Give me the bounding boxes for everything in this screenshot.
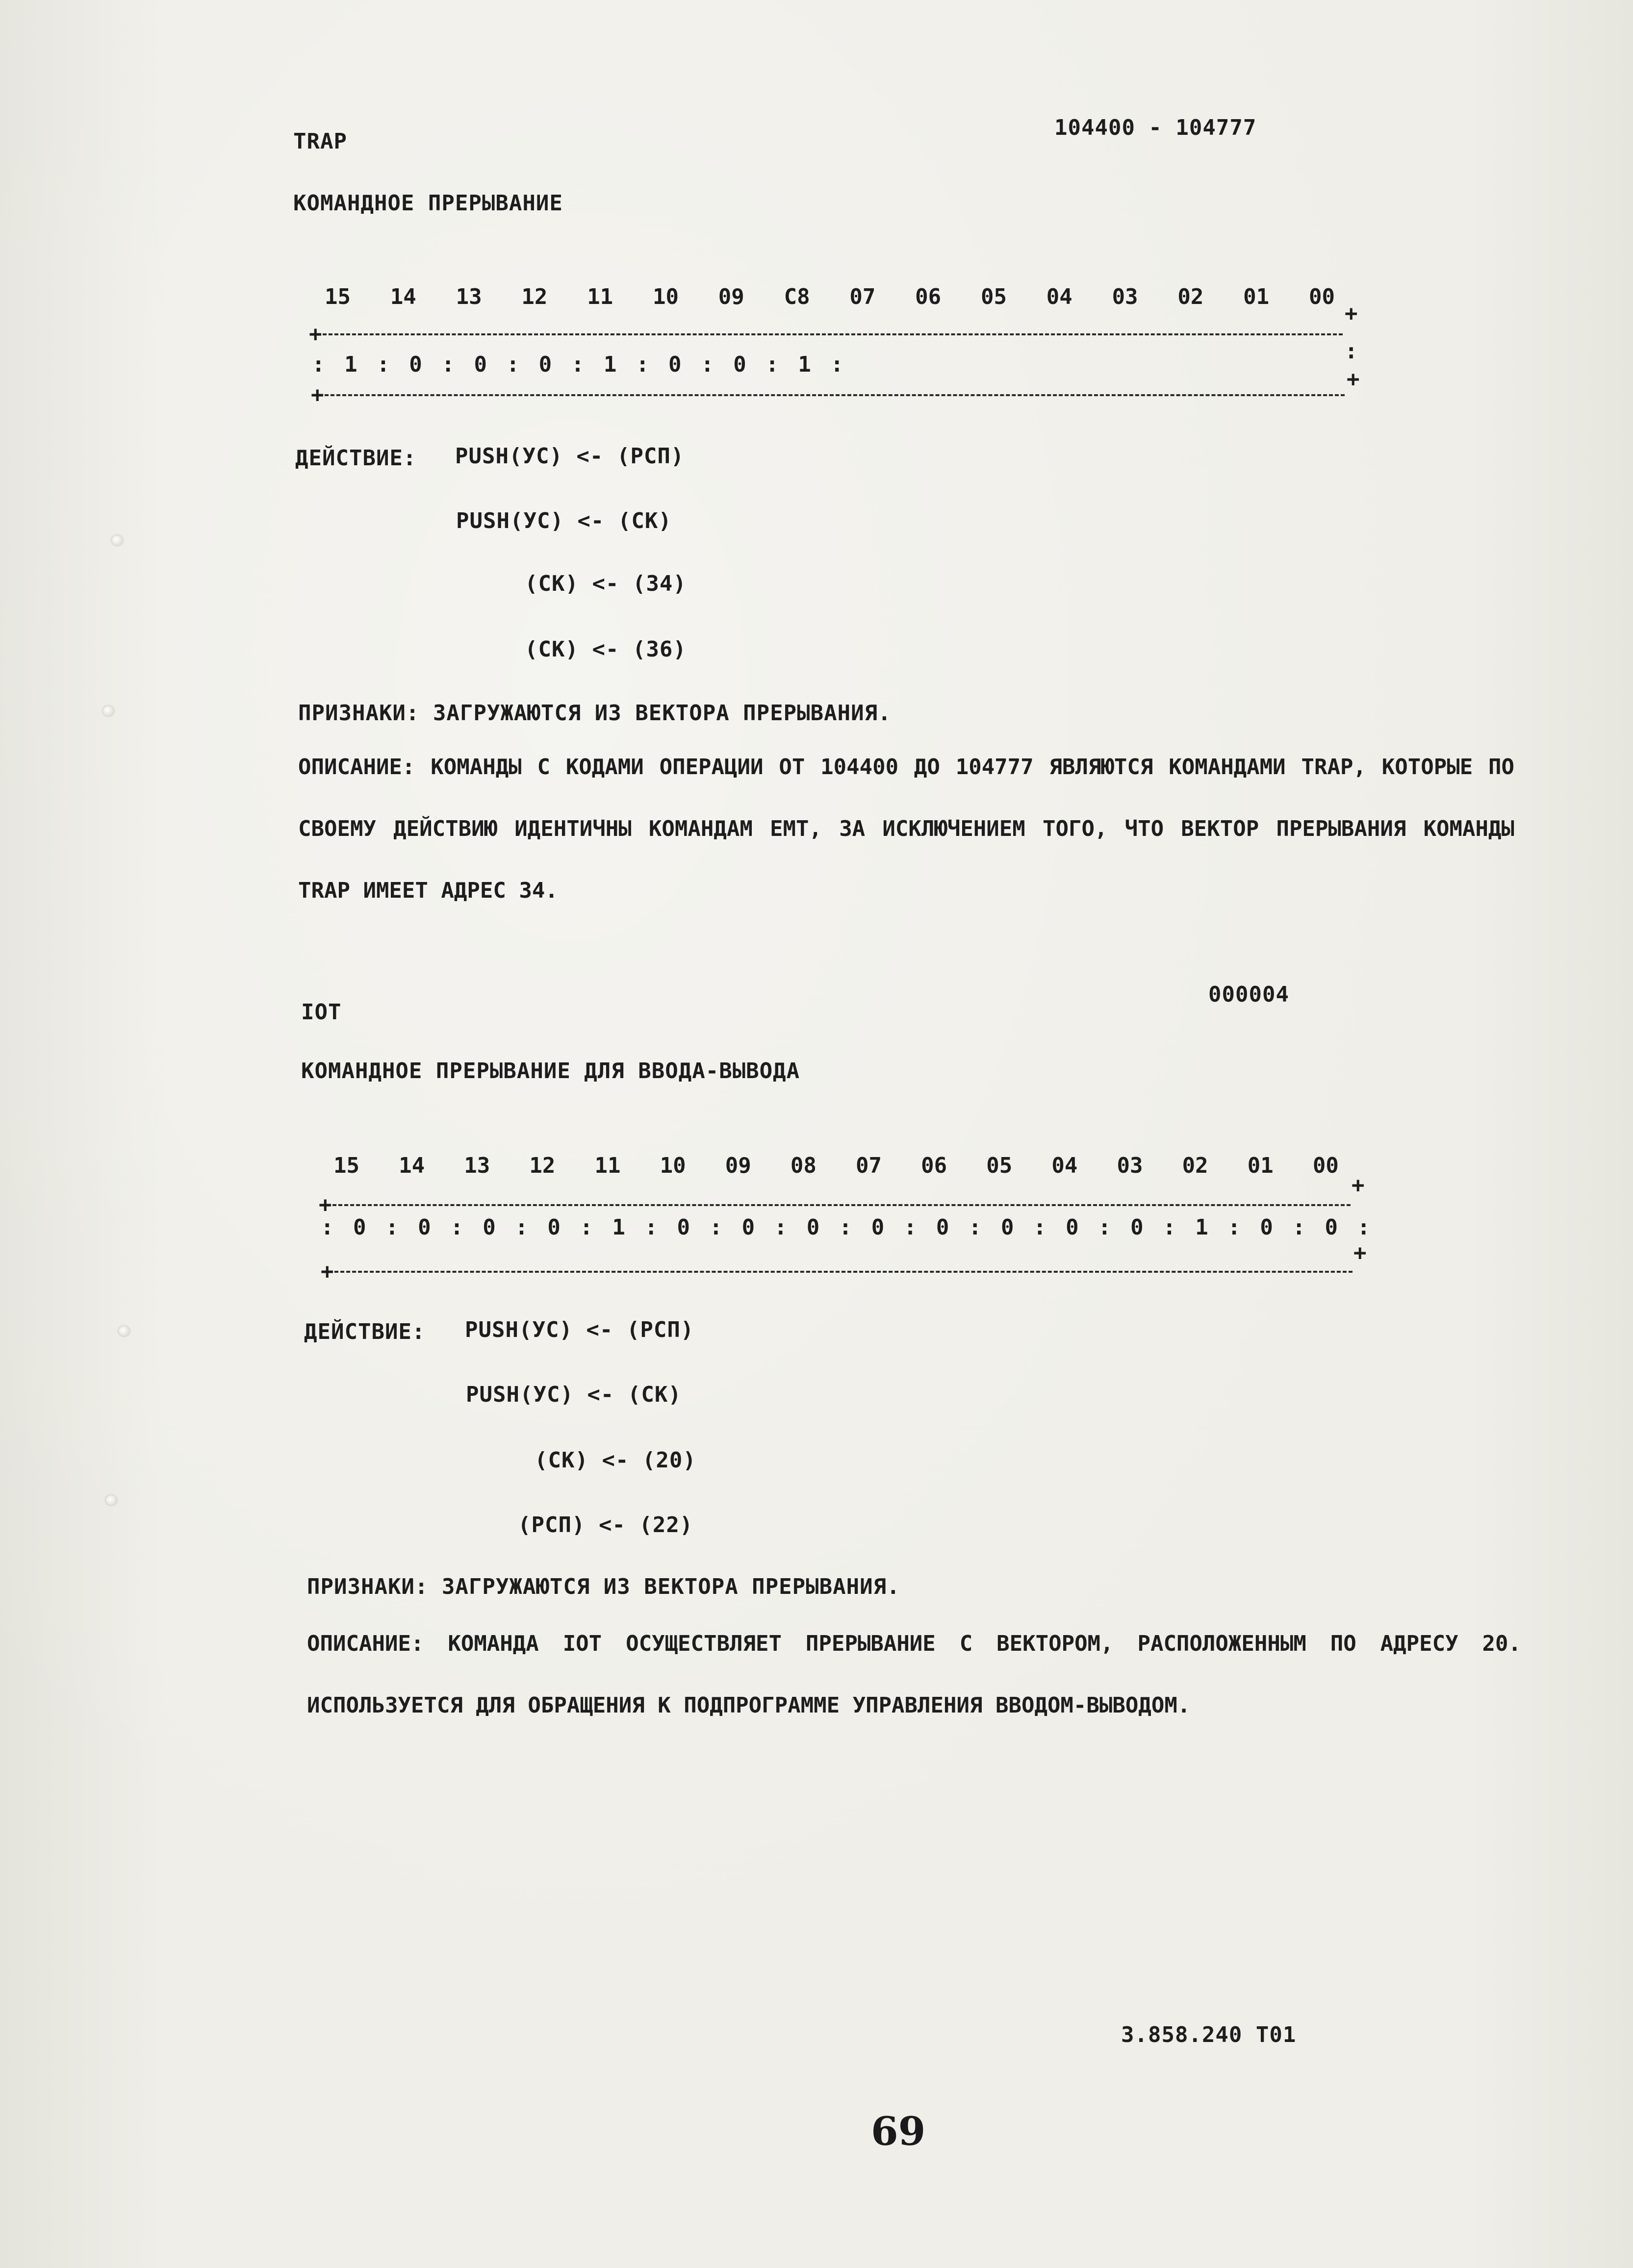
cell-separator: : bbox=[1292, 1215, 1305, 1240]
cell-separator: : bbox=[450, 1215, 463, 1240]
iot-flags: ПРИЗНАКИ: ЗАГРУЖАЮТСЯ ИЗ ВЕКТОРА ПРЕРЫВАНИЯ. bbox=[307, 1574, 900, 1599]
bit-number: 00 bbox=[1312, 1153, 1339, 1178]
trap-bit-values bbox=[312, 352, 843, 377]
bit-number: 11 bbox=[594, 1153, 621, 1178]
cell-separator: : bbox=[1227, 1215, 1241, 1240]
bit-number: 10 bbox=[660, 1153, 686, 1178]
trap-action-line: (СК) <- (34) bbox=[525, 571, 687, 596]
bit-value: 1 bbox=[603, 352, 617, 377]
iot-action-line: PUSH(УС) <- (РСП) bbox=[465, 1317, 694, 1342]
bit-number: 10 bbox=[652, 284, 679, 309]
table-corner: + bbox=[321, 1259, 334, 1284]
iot-action-line: (СК) <- (20) bbox=[535, 1448, 696, 1473]
trap-action-label: ДЕЙСТВИЕ: bbox=[295, 446, 417, 471]
trap-title: КОМАНДНОЕ ПРЕРЫВАНИЕ bbox=[293, 191, 563, 216]
bit-number: 13 bbox=[456, 284, 482, 309]
table-rule-bottom bbox=[325, 394, 1345, 396]
bit-number: 15 bbox=[325, 284, 351, 309]
iot-opcode: 000004 bbox=[1208, 982, 1289, 1007]
cell-separator: : bbox=[903, 1215, 917, 1240]
bit-value: 0 bbox=[1130, 1215, 1144, 1240]
bit-number: 02 bbox=[1177, 284, 1204, 309]
trap-mnemonic: TRAP bbox=[293, 129, 347, 154]
trap-opcode-range: 104400 - 104777 bbox=[1054, 115, 1257, 140]
cell-separator: : bbox=[1033, 1215, 1046, 1240]
trap-flags: ПРИЗНАКИ: ЗАГРУЖАЮТСЯ ИЗ ВЕКТОРА ПРЕРЫВАНИЯ. bbox=[298, 701, 892, 726]
cell-separator: : bbox=[571, 352, 585, 377]
bit-number: 08 bbox=[790, 1153, 816, 1178]
cell-separator: : bbox=[709, 1215, 723, 1240]
bit-value: 0 bbox=[1000, 1215, 1014, 1240]
bit-value: 0 bbox=[547, 1215, 561, 1240]
bit-value: 0 bbox=[1066, 1215, 1079, 1240]
bit-number: 00 bbox=[1308, 284, 1335, 309]
cell-separator: : bbox=[580, 1215, 593, 1240]
cell-separator: : bbox=[774, 1215, 788, 1240]
document-code: 3.858.240 Т01 bbox=[1121, 2022, 1297, 2047]
table-rule-top bbox=[323, 333, 1343, 335]
bit-number: 14 bbox=[390, 284, 416, 309]
bit-number: 12 bbox=[529, 1153, 556, 1178]
bit-value: 0 bbox=[353, 1215, 366, 1240]
binding-hole bbox=[103, 706, 114, 716]
bit-number: 11 bbox=[587, 284, 613, 309]
cell-separator: : bbox=[385, 1215, 399, 1240]
table-corner: + bbox=[309, 322, 322, 347]
table-corner: + bbox=[311, 382, 324, 407]
bit-value: 0 bbox=[418, 1215, 431, 1240]
bit-number: 01 bbox=[1247, 1153, 1274, 1178]
trap-action-line: PUSH(УС) <- (РСП) bbox=[455, 444, 685, 469]
bit-number: 14 bbox=[399, 1153, 425, 1178]
bit-value: 0 bbox=[1260, 1215, 1273, 1240]
cell-separator: : bbox=[1345, 339, 1358, 364]
cell-separator: : bbox=[839, 1215, 852, 1240]
bit-value: 0 bbox=[806, 1215, 820, 1240]
bit-number: 09 bbox=[725, 1153, 751, 1178]
bit-value: 0 bbox=[409, 352, 422, 377]
trap-bit-numbers bbox=[325, 284, 1335, 309]
cell-separator: : bbox=[644, 1215, 658, 1240]
trap-action-line: (СК) <- (36) bbox=[525, 637, 687, 662]
bit-number: 02 bbox=[1182, 1153, 1208, 1178]
iot-action-line: (РСП) <- (22) bbox=[518, 1512, 693, 1537]
bit-number: 09 bbox=[718, 284, 744, 309]
bit-number: 01 bbox=[1243, 284, 1270, 309]
bit-number: 03 bbox=[1112, 284, 1138, 309]
bit-value: 1 bbox=[612, 1215, 625, 1240]
bit-value: 1 bbox=[344, 352, 357, 377]
iot-mnemonic: IOT bbox=[301, 1000, 342, 1025]
bit-value: 1 bbox=[1195, 1215, 1208, 1240]
cell-separator: : bbox=[377, 352, 390, 377]
binding-hole bbox=[119, 1326, 129, 1336]
iot-title: КОМАНДНОЕ ПРЕРЫВАНИЕ ДЛЯ ВВОДА-ВЫВОДА bbox=[301, 1058, 800, 1084]
cell-separator: : bbox=[1357, 1215, 1370, 1240]
bit-value: 0 bbox=[741, 1215, 755, 1240]
bit-value: 0 bbox=[733, 352, 746, 377]
cell-separator: : bbox=[968, 1215, 982, 1240]
table-corner: + bbox=[1345, 301, 1358, 326]
bit-value: 0 bbox=[483, 1215, 496, 1240]
cell-separator: : bbox=[321, 1215, 334, 1240]
cell-separator: : bbox=[312, 352, 325, 377]
bit-value: 1 bbox=[798, 352, 811, 377]
table-corner: + bbox=[1347, 367, 1360, 392]
table-rule-top bbox=[332, 1204, 1351, 1206]
iot-action-line: PUSH(УС) <- (СК) bbox=[466, 1382, 682, 1407]
binding-hole bbox=[106, 1495, 117, 1505]
iot-description: ОПИСАНИЕ: КОМАНДА IOT ОСУЩЕСТВЛЯЕТ ПРЕРЫВАНИЕ С ВЕКТОРОМ, РАСПОЛОЖЕННЫМ ПО АДРЕСУ 20. ИСПОЛЬЗУЕТСЯ ДЛЯ ОБРАЩЕНИЯ К ПОДПРОГРАММЕ УПРАВЛЕНИЯ ВВОДОМ-ВЫВОДОМ. bbox=[307, 1631, 1521, 1718]
page-number: 69 bbox=[871, 2108, 926, 2154]
cell-separator: : bbox=[636, 352, 649, 377]
bit-value: 0 bbox=[1325, 1215, 1338, 1240]
bit-number: 04 bbox=[1051, 1153, 1078, 1178]
bit-number: 03 bbox=[1117, 1153, 1143, 1178]
bit-value: 0 bbox=[871, 1215, 885, 1240]
table-corner: + bbox=[319, 1192, 332, 1217]
table-corner: + bbox=[1353, 1240, 1367, 1265]
cell-separator: : bbox=[515, 1215, 528, 1240]
cell-separator: : bbox=[1098, 1215, 1111, 1240]
table-rule-bottom bbox=[334, 1271, 1352, 1273]
bit-number: 07 bbox=[856, 1153, 882, 1178]
cell-separator: : bbox=[506, 352, 520, 377]
bit-number: 15 bbox=[333, 1153, 359, 1178]
bit-number: 05 bbox=[986, 1153, 1013, 1178]
iot-bit-values bbox=[321, 1215, 1370, 1240]
bit-number: 13 bbox=[464, 1153, 490, 1178]
bit-number: 06 bbox=[915, 284, 942, 309]
bit-number: 05 bbox=[980, 284, 1007, 309]
bit-number: 07 bbox=[849, 284, 876, 309]
cell-separator: : bbox=[1163, 1215, 1176, 1240]
cell-separator: : bbox=[701, 352, 714, 377]
bit-number: 06 bbox=[921, 1153, 947, 1178]
binding-hole bbox=[112, 535, 123, 545]
trap-description: ОПИСАНИЕ: КОМАНДЫ С КОДАМИ ОПЕРАЦИИ ОТ 104400 ДО 104777 ЯВЛЯЮТСЯ КОМАНДАМИ TRAP, КОТОРЫЕ ПО СВОЕМУ ДЕЙСТВИЮ ИДЕНТИЧНЫ КОМАНДАМ ЕМТ, ЗА ИСКЛЮЧЕНИЕМ ТОГО, ЧТО ВЕКТОР ПРЕРЫВАНИЯ КОМАНДЫ TRAP ИМЕЕТ АДРЕС 34. bbox=[298, 755, 1514, 903]
bit-value: 0 bbox=[936, 1215, 949, 1240]
bit-value: 0 bbox=[538, 352, 552, 377]
bit-value: 0 bbox=[677, 1215, 690, 1240]
iot-bit-numbers bbox=[333, 1153, 1339, 1178]
cell-separator: : bbox=[441, 352, 455, 377]
cell-separator: : bbox=[830, 352, 843, 377]
table-corner: + bbox=[1352, 1173, 1365, 1198]
bit-value: 0 bbox=[668, 352, 682, 377]
bit-number: C8 bbox=[784, 284, 810, 309]
trap-action-line: PUSH(УС) <- (СК) bbox=[456, 508, 672, 533]
cell-separator: : bbox=[765, 352, 779, 377]
iot-action-label: ДЕЙСТВИЕ: bbox=[304, 1319, 426, 1344]
bit-number: 12 bbox=[521, 284, 548, 309]
bit-value: 0 bbox=[474, 352, 487, 377]
bit-number: 04 bbox=[1046, 284, 1072, 309]
